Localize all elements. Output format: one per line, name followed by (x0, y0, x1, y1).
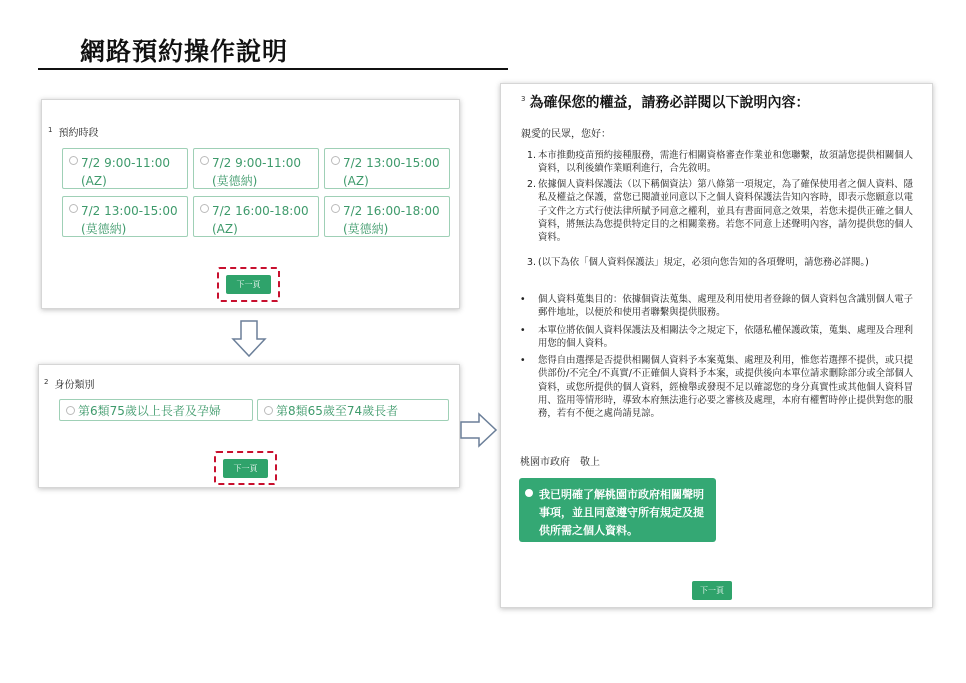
time-slot-label: 7/2 9:00-11:00 (莫德納) (212, 156, 301, 188)
signature: 桃園市政府 敬上 (520, 457, 600, 468)
step2-label-text: 身份類別 (54, 380, 95, 391)
item-number: 2. (527, 179, 536, 190)
step2-number: 2 (44, 377, 49, 386)
step1-label-text: 預約時段 (58, 128, 99, 139)
time-slot-label: 7/2 13:00-15:00 (AZ) (343, 156, 440, 188)
step1-number: 1 (48, 125, 53, 134)
item-text: 依據個人資料保護法（以下稱個資法）第八條第一項規定，為了確保使用者之個人資料、隱私及權益之保護，當您已閱讀並同意以下之個人資料保護法告知內容時，即表示您願意以電子文件之方式行使法律所賦予同意之權利，並具有書面同意之效果，若您未提供正確之個人資料，將無法為您提供特定目的之相關業務。若您不同意上述聲明內容，請勿提供您的個人資料。 (538, 179, 914, 244)
radio-icon (331, 204, 340, 213)
step2-card (38, 364, 460, 488)
time-slot-label: 7/2 13:00-15:00 (莫德納) (81, 204, 178, 236)
notice-item (527, 256, 919, 269)
radio-icon (525, 489, 533, 497)
arrow-right-icon (460, 412, 498, 448)
notice-heading-text: 為確保您的權益，請務必詳閱以下說明內容： (529, 95, 810, 111)
agree-text: 我已明確了解桃園市政府相關聲明事項，並且同意遵守所有規定及提供所需之個人資料。 (539, 488, 704, 537)
identity-label: 第8類65歲至74歲長者 (276, 404, 399, 418)
next-button[interactable]: 下一頁 (692, 581, 732, 600)
greeting: 親愛的民眾，您好： (521, 129, 611, 140)
radio-icon (69, 204, 78, 213)
radio-icon (200, 156, 209, 165)
next-button[interactable]: 下一頁 (223, 459, 268, 478)
bullet-text: 您得自由選擇是否提供相關個人資料予本案蒐集、處理及利用，惟您若選擇不提供，或只提供部份/不完全/不真實/不正確個人資料予本案，或提供後向本單位請求刪除部分或全部個人資料，或您所提供的個人資料，經檢舉或發現不足以確認您的身分真實性或其他個人資料冒用、盜用等情形時，導致本府無法進行必要之審核及處理，本府有權暫時停止提供對您的服務，若有不便之處尚請見諒。 (538, 355, 914, 420)
identity-option[interactable] (59, 399, 253, 421)
radio-icon (264, 406, 273, 415)
radio-icon (69, 156, 78, 165)
privacy-bullet (518, 354, 920, 420)
item-text: (以下為依「個人資料保護法」規定，必須向您告知的各項聲明，請您務必詳閱。) (538, 257, 869, 268)
item-number: 3. (527, 257, 536, 268)
radio-icon (331, 156, 340, 165)
page-title: 網路預約操作說明 (80, 37, 289, 66)
time-slot-label: 7/2 16:00-18:00 (莫德納) (343, 204, 440, 236)
bullet-text: 個人資料蒐集目的：依據個資法蒐集、處理及利用使用者登錄的個人資料包含識別個人電子郵件地址，以便於和使用者聯繫與提供服務。 (538, 294, 914, 319)
step3-number: 3 (521, 95, 526, 104)
privacy-bullet (518, 293, 920, 320)
notice-item (527, 178, 919, 244)
step1-label (48, 124, 98, 139)
privacy-bullet (518, 324, 920, 351)
step1-card (41, 99, 460, 309)
identity-label: 第6類75歲以上長者及孕婦 (78, 404, 221, 418)
step2-label (44, 376, 94, 391)
time-slot-label: 7/2 9:00-11:00 (AZ) (81, 156, 170, 188)
time-slot-option[interactable] (193, 196, 319, 237)
item-number: 1. (527, 150, 536, 161)
time-slot-option[interactable] (324, 148, 450, 189)
next-button[interactable]: 下一頁 (226, 275, 271, 294)
identity-option[interactable] (257, 399, 449, 421)
bullet-text: 本單位將依個人資料保護法及相關法令之規定下，依隱私權保護政策，蒐集、處理及合理利用您的個人資料。 (538, 325, 914, 350)
time-slot-label: 7/2 16:00-18:00 (AZ) (212, 204, 309, 236)
title-underline (38, 68, 508, 70)
bullet-icon: • (520, 325, 526, 336)
time-slot-option[interactable] (193, 148, 319, 189)
radio-icon (66, 406, 75, 415)
bullet-icon: • (520, 355, 526, 366)
arrow-down-icon (230, 320, 268, 358)
time-slot-option[interactable] (62, 148, 188, 189)
radio-icon (200, 204, 209, 213)
time-slot-option[interactable] (324, 196, 450, 237)
notice-heading (521, 92, 809, 112)
agree-option[interactable] (519, 478, 716, 542)
item-text: 本市推動疫苗預約接種服務，需進行相關資格審查作業並和您聯繫，故須請您提供相關個人資料，以利後續作業順利進行，合先敘明。 (538, 150, 914, 175)
time-slot-option[interactable] (62, 196, 188, 237)
notice-item (527, 149, 919, 176)
bullet-icon: • (520, 294, 526, 305)
